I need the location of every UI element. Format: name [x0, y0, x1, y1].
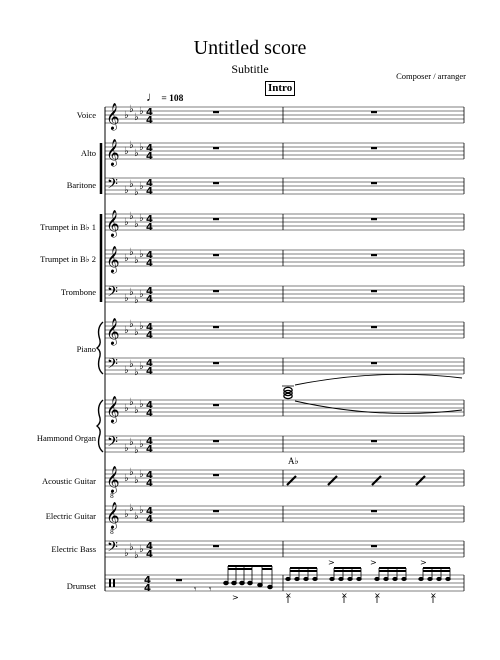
- flat-icon: ♭: [129, 359, 134, 370]
- whole-rest-icon: [213, 404, 219, 406]
- time-signature-denominator: 4: [146, 115, 153, 126]
- svg-text:𝄾: 𝄾: [194, 585, 197, 595]
- snare-note: [393, 577, 397, 580]
- whole-rest-icon: [371, 326, 377, 328]
- time-signature-numerator: 4: [144, 575, 151, 586]
- flat-icon: ♭: [124, 443, 129, 454]
- instrument-name-hammond-organ: Hammond Organ: [36, 433, 96, 443]
- hihat-x-icon: ×: [341, 591, 348, 600]
- score-title: Untitled score: [193, 37, 307, 59]
- time-signature-numerator: 4: [146, 400, 153, 411]
- flat-icon: ♭: [134, 295, 139, 306]
- flat-icon: ♭: [139, 289, 144, 300]
- flat-icon: ♭: [124, 509, 129, 520]
- snare-note: [286, 577, 290, 580]
- flat-icon: ♭: [129, 467, 134, 478]
- time-signature-numerator: 4: [146, 506, 153, 517]
- snare-note: [437, 577, 441, 580]
- whole-rest-icon: [213, 326, 219, 328]
- flat-icon: ♭: [139, 469, 144, 480]
- flat-icon: ♭: [129, 397, 134, 408]
- time-signature-numerator: 4: [146, 470, 153, 481]
- flat-icon: ♭: [134, 327, 139, 338]
- whole-rest-icon: [371, 440, 377, 442]
- flat-icon: ♭: [129, 247, 134, 258]
- treble-clef-icon: 𝄞: [106, 104, 120, 130]
- flat-icon: ♭: [139, 249, 144, 260]
- whole-rest-icon: [213, 147, 219, 149]
- whole-rest-icon: [213, 111, 219, 113]
- instrument-name-electric-bass: Electric Bass: [51, 544, 96, 554]
- guitar-slashes: [287, 476, 425, 485]
- instrument-name-trumpet-1: Trumpet in B♭ 1: [40, 222, 96, 232]
- instrument-name-drumset: Drumset: [66, 581, 96, 591]
- flat-icon: ♭: [139, 142, 144, 153]
- time-signature-denominator: 4: [146, 366, 153, 377]
- flat-icon: ♭: [124, 403, 129, 414]
- treble-clef-icon: 𝄞: [106, 247, 120, 273]
- staff-glyphs: [106, 104, 377, 594]
- time-signature-numerator: 4: [146, 107, 153, 118]
- time-signature-numerator: 4: [146, 250, 153, 261]
- treble-clef-icon: 𝄞: [106, 503, 120, 529]
- percussion-clef-icon: [113, 579, 115, 587]
- accent-mark: >: [420, 558, 427, 567]
- bass-clef-icon: 𝄢: [107, 284, 118, 304]
- flat-icon: ♭: [139, 361, 144, 372]
- whole-rest-icon: [213, 510, 219, 512]
- flat-icon: ♭: [134, 255, 139, 266]
- treble-clef-icon: 𝄞: [106, 397, 120, 423]
- instrument-name-voice: Voice: [76, 110, 96, 120]
- drum-measure-pattern: [285, 558, 450, 603]
- instrument-name-electric-guitar: Electric Guitar: [45, 511, 96, 521]
- whole-rest-icon: [371, 254, 377, 256]
- whole-rest-icon: [371, 111, 377, 113]
- whole-rest-icon: [371, 510, 377, 512]
- flat-icon: ♭: [134, 511, 139, 522]
- flat-icon: ♭: [139, 106, 144, 117]
- flat-icon: ♭: [129, 542, 134, 553]
- time-signature-denominator: 4: [144, 583, 151, 594]
- whole-rest-icon: [213, 182, 219, 184]
- flat-icon: ♭: [124, 217, 129, 228]
- bass-clef-icon: 𝄢: [107, 176, 118, 196]
- hihat-x-icon: ×: [374, 591, 381, 600]
- flat-icon: ♭: [139, 505, 144, 516]
- tie-upper: [295, 374, 462, 385]
- bass-clef-icon: 𝄢: [107, 356, 118, 376]
- bass-clef-icon: 𝄢: [107, 434, 118, 454]
- treble-clef-icon: 𝄞: [106, 211, 120, 237]
- whole-rest-icon: [213, 545, 219, 547]
- time-signature-numerator: 4: [146, 541, 153, 552]
- whole-rest-icon: [213, 474, 219, 476]
- octave-marker: 8: [110, 493, 114, 500]
- snare-note: [295, 577, 299, 580]
- flat-icon: ♭: [129, 179, 134, 190]
- flat-icon: ♭: [134, 219, 139, 230]
- flat-icon: ♭: [134, 405, 139, 416]
- flat-icon: ♭: [129, 319, 134, 330]
- time-signature-numerator: 4: [146, 322, 153, 333]
- flat-icon: ♭: [139, 439, 144, 450]
- whole-rest-icon: [371, 218, 377, 220]
- flat-icon: ♭: [134, 112, 139, 123]
- time-signature-numerator: 4: [146, 358, 153, 369]
- time-signature-numerator: 4: [146, 436, 153, 447]
- hihat-x-icon: ×: [285, 591, 292, 600]
- snare-note: [339, 577, 343, 580]
- flat-icon: ♭: [134, 550, 139, 561]
- chord-symbol: A♭: [288, 456, 299, 466]
- time-signature-denominator: 4: [146, 294, 153, 305]
- whole-rest-icon: [371, 545, 377, 547]
- time-signature-denominator: 4: [146, 258, 153, 269]
- flat-icon: ♭: [139, 321, 144, 332]
- flat-icon: ♭: [124, 253, 129, 264]
- flat-icon: ♭: [129, 140, 134, 151]
- flat-icon: ♭: [129, 104, 134, 115]
- flat-icon: ♭: [134, 148, 139, 159]
- treble-clef-icon: 𝄞: [106, 140, 120, 166]
- whole-rest-icon: [213, 440, 219, 442]
- time-signature-denominator: 4: [146, 222, 153, 233]
- flat-icon: ♭: [139, 181, 144, 192]
- hihat-x-icon: ×: [430, 591, 437, 600]
- accent-mark: >: [370, 558, 377, 567]
- flat-icon: ♭: [129, 437, 134, 448]
- flat-icon: ♭: [134, 367, 139, 378]
- instrument-name-alto: Alto: [80, 148, 96, 158]
- whole-rest-icon: [213, 254, 219, 256]
- time-signature-numerator: 4: [146, 286, 153, 297]
- time-signature-denominator: 4: [146, 444, 153, 455]
- whole-rest-icon: [371, 290, 377, 292]
- time-signature-denominator: 4: [146, 549, 153, 560]
- snare-note: [330, 577, 334, 580]
- svg-text:>: >: [232, 593, 239, 602]
- time-signature-denominator: 4: [146, 186, 153, 197]
- octave-marker: 8: [110, 529, 114, 536]
- time-signature-denominator: 4: [146, 408, 153, 419]
- tempo-value: = 108: [161, 94, 184, 104]
- quarter-note-icon: ♩: [146, 89, 159, 104]
- instrument-name-piano: Piano: [76, 344, 96, 354]
- time-signature-numerator: 4: [146, 214, 153, 225]
- flat-icon: ♭: [129, 287, 134, 298]
- flat-icon: ♭: [124, 473, 129, 484]
- brace: [97, 400, 103, 452]
- time-signature-denominator: 4: [146, 330, 153, 341]
- flat-icon: ♭: [139, 544, 144, 555]
- accent-mark: >: [328, 558, 335, 567]
- snare-note: [348, 577, 352, 580]
- flat-icon: ♭: [124, 548, 129, 559]
- flat-icon: ♭: [124, 293, 129, 304]
- bass-clef-icon: 𝄢: [107, 539, 118, 559]
- snare-note: [357, 577, 361, 580]
- whole-rest-icon: [371, 362, 377, 364]
- flat-icon: ♭: [124, 185, 129, 196]
- flat-icon: ♭: [139, 213, 144, 224]
- whole-rest-icon: [371, 147, 377, 149]
- flat-icon: ♭: [134, 475, 139, 486]
- snare-note: [375, 577, 379, 580]
- drum-pickup-fill: [194, 566, 272, 602]
- time-signature-denominator: 4: [146, 514, 153, 525]
- flat-icon: ♭: [124, 110, 129, 121]
- organ-chord: [282, 374, 462, 413]
- whole-rest-icon: [213, 362, 219, 364]
- rehearsal-mark: Intro: [265, 81, 295, 96]
- flat-icon: ♭: [124, 325, 129, 336]
- brace: [97, 322, 103, 374]
- whole-rest-icon: [213, 290, 219, 292]
- instrument-name-baritone: Baritone: [66, 180, 96, 190]
- instrument-name-trumpet-2: Trumpet in B♭ 2: [40, 254, 96, 264]
- flat-icon: ♭: [124, 365, 129, 376]
- whole-rest-icon: [176, 579, 182, 581]
- flat-icon: ♭: [134, 187, 139, 198]
- instrument-name-trombone: Trombone: [60, 287, 96, 297]
- whole-rest-icon: [213, 218, 219, 220]
- flat-icon: ♭: [139, 399, 144, 410]
- time-signature-numerator: 4: [146, 143, 153, 154]
- snare-note: [419, 577, 423, 580]
- svg-text:𝄾: 𝄾: [209, 585, 212, 595]
- flat-icon: ♭: [124, 146, 129, 157]
- treble-clef-icon: 𝄞: [106, 467, 120, 493]
- percussion-clef-icon: [109, 579, 111, 587]
- snare-note: [304, 577, 308, 580]
- flat-icon: ♭: [134, 445, 139, 456]
- flat-icon: ♭: [129, 503, 134, 514]
- tie-lower: [295, 401, 462, 413]
- score-subtitle: Subtitle: [231, 62, 269, 76]
- time-signature-denominator: 4: [146, 151, 153, 162]
- flat-icon: ♭: [129, 211, 134, 222]
- time-signature-numerator: 4: [146, 178, 153, 189]
- instrument-name-acoustic-guitar: Acoustic Guitar: [41, 476, 96, 486]
- composer-label: Composer / arranger: [396, 71, 466, 81]
- score-content: [194, 374, 462, 603]
- whole-rest-icon: [371, 182, 377, 184]
- snare-note: [446, 577, 450, 580]
- treble-clef-icon: 𝄞: [106, 319, 120, 345]
- snare-note: [402, 577, 406, 580]
- time-signature-denominator: 4: [146, 478, 153, 489]
- snare-note: [313, 577, 317, 580]
- snare-note: [384, 577, 388, 580]
- snare-note: [428, 577, 432, 580]
